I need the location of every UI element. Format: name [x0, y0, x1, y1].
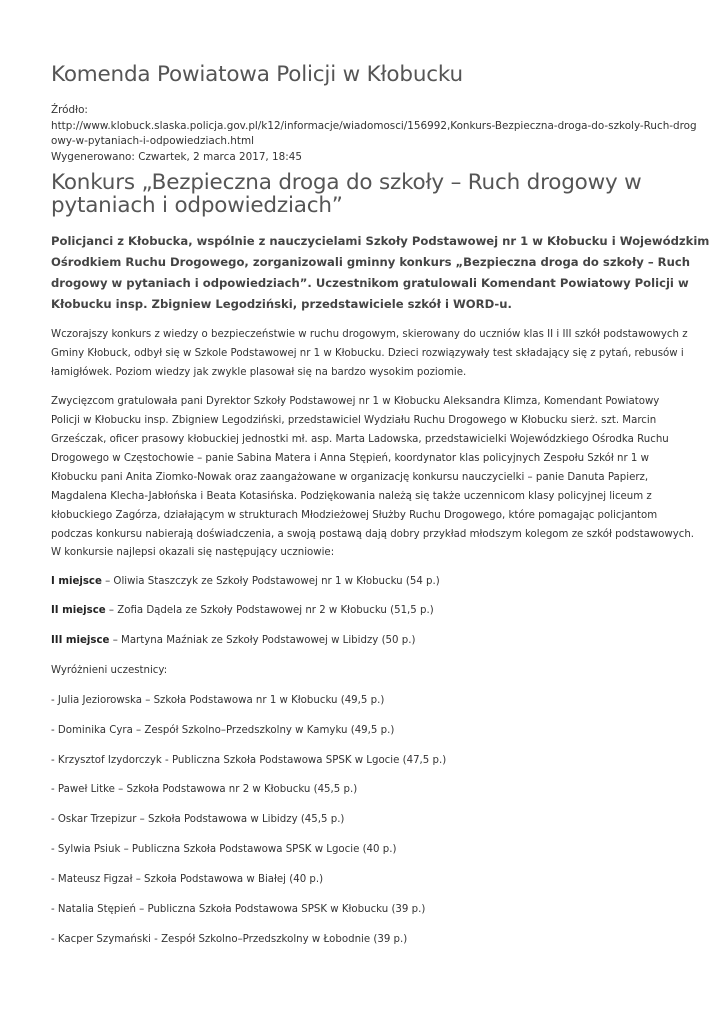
generated-date: Wygenerowano: Czwartek, 2 marca 2017, 18:45 [51, 150, 302, 163]
honorable-item-text: - Krzysztof Izydorczyk - Publiczna Szkoła Podstawowa SPSK w Lgocie (47,5 p.) [51, 755, 447, 766]
honorable-item [51, 840, 676, 859]
paragraph-line: Wczorajszy konkurs z wiedzy o bezpieczeństwie w ruchu drogowym, skierowany do uczniów klas II i III szkół podstawowych z [51, 329, 688, 340]
paragraph-line: Zwycięzcom gratulowała pani Dyrektor Szkoły Podstawowej nr 1 w Kłobucku Aleksandra Klimza, Komendant Powiatowy [51, 396, 660, 407]
paragraph-line: Grześczak, oficer prasowy kłobuckiej jednostki mł. asp. Marta Ladowska, przedstawicielki Wojewódzkiego Ośrodka Ruchu [51, 434, 669, 445]
source-url-line-2: owy-w-pytaniach-i-odpowiedziach.html [51, 135, 254, 147]
lead-line: drogowy w pytaniach i odpowiedziach”. Uczestnikom gratulowali Komendant Powiatowy Policji w [51, 276, 689, 290]
best-intro-text: W konkursie najlepsi okazali się następujący uczniowie: [51, 547, 335, 558]
honorable-item [51, 780, 676, 799]
place-second-line [51, 601, 676, 620]
place-first [51, 572, 676, 591]
article-title-line-2: pytaniach i odpowiedziach” [51, 193, 343, 218]
honorable-item [51, 810, 676, 829]
paragraph-congratulations [51, 392, 695, 544]
place-text: – Oliwia Staszczyk ze Szkoły Podstawowej nr 1 w Kłobucku (54 p.) [101, 576, 440, 587]
honorable-item-text: - Sylwia Psiuk – Publiczna Szkoła Podstawowa SPSK w Lgocie (40 p.) [51, 844, 397, 855]
place-text: – Zofia Dądela ze Szkoły Podstawowej nr 2 w Kłobucku (51,5 p.) [105, 605, 434, 616]
source-label: Źródło: [51, 104, 88, 116]
honorable-item-text: - Oskar Trzepizur – Szkoła Podstawowa w Libidzy (45,5 p.) [51, 814, 345, 825]
place-third-line [51, 631, 676, 650]
place-label: I miejsce [51, 576, 102, 587]
place-label: III miejsce [51, 635, 110, 646]
place-text: – Martyna Maźniak ze Szkoły Podstawowej w Libidzy (50 p.) [109, 635, 416, 646]
paragraph-contest [51, 325, 688, 382]
site-title: Komenda Powiatowa Policji w Kłobucku [51, 62, 463, 87]
honorable-item-text: - Julia Jeziorowska – Szkoła Podstawowa nr 1 w Kłobucku (49,5 p.) [51, 695, 385, 706]
honorable-item [51, 900, 676, 919]
honorable-item [51, 751, 676, 770]
lead-line: Policjanci z Kłobucka, wspólnie z nauczycielami Szkoły Podstawowej nr 1 w Kłobucku i Wojewódzkim [51, 234, 710, 248]
paragraph-line: podczas konkursu nabierają doświadczenia, a swoją postawą dają dobry przykład młodszym kolegom ze szkół podstawowych. [51, 529, 695, 540]
best-intro [51, 543, 676, 562]
honorable-item-text: - Mateusz Figzał – Szkoła Podstawowa w Białej (40 p.) [51, 874, 324, 885]
place-third [51, 631, 676, 650]
lead-line: Ośrodkiem Ruchu Drogowego, zorganizowali gminny konkurs „Bezpieczna droga do szkoły – Ruch [51, 255, 690, 269]
source-info [51, 103, 697, 165]
paragraph-line: Gminy Kłobuck, odbył się w Szkole Podstawowej nr 1 w Kłobucku. Dzieci rozwiązywały test składający się z pytań, rebusów i [51, 348, 684, 359]
paragraph-line: kłobuckiego Zagórza, działającym w strukturach Młodzieżowej Służby Ruchu Drogowego, które pomagając policjantom [51, 510, 658, 521]
honorable-intro-text: Wyróżnieni uczestnicy: [51, 665, 168, 676]
honorable-item [51, 691, 676, 710]
paragraph-line: łamigłówek. Poziom wiedzy jak zwykle plasował się na bardzo wysokim poziomie. [51, 367, 467, 378]
honorable-item [51, 930, 676, 949]
paragraph-line: Magdalena Klecha-Jabłońska i Beata Kotasińska. Podziękowania należą się także uczennicom klasy policyjnej liceum z [51, 491, 652, 502]
paragraph-line: Drogowego w Częstochowie – panie Sabina Matera i Anna Stępień, koordynator klas policyjnych Zespołu Szkół nr 1 w [51, 453, 649, 464]
place-first-line [51, 572, 676, 591]
article-lead [51, 231, 710, 315]
honorable-item-text: - Kacper Szymański - Zespół Szkolno–Przedszkolny w Łobodnie (39 p.) [51, 934, 408, 945]
honorable-item-text: - Paweł Litke – Szkoła Podstawowa nr 2 w Kłobucku (45,5 p.) [51, 784, 358, 795]
article-title-line-1: Konkurs „Bezpieczna droga do szkoły – Ruch drogowy w [51, 170, 642, 195]
place-label: II miejsce [51, 605, 106, 616]
paragraph-line: Policji w Kłobucku insp. Zbigniew Legodziński, przedstawiciel Wydziału Ruchu Drogowego w Kłobucku sierż. szt. Marcin [51, 415, 657, 426]
paragraph-line: Kłobucku pani Anita Ziomko-Nowak oraz zaangażowane w organizację konkursu nauczycielki – panie Danuta Papierz, [51, 472, 649, 483]
lead-line: Kłobucku insp. Zbigniew Legodziński, przedstawiciele szkół i WORD-u. [51, 297, 512, 311]
article-title [51, 171, 651, 217]
source-url-line-1: http://www.klobuck.slaska.policja.gov.pl/k12/informacje/wiadomosci/156992,Konkurs-Bezpieczna-droga-do-szkoly-Ruch-drog [51, 119, 697, 132]
honorable-item-text: - Dominika Cyra – Zespół Szkolno–Przedszkolny w Kamyku (49,5 p.) [51, 725, 395, 736]
honorable-item [51, 870, 676, 889]
honorable-item-text: - Natalia Stępień – Publiczna Szkoła Podstawowa SPSK w Kłobucku (39 p.) [51, 904, 426, 915]
honorable-item [51, 721, 676, 740]
place-second [51, 601, 676, 620]
honorable-intro [51, 661, 676, 680]
